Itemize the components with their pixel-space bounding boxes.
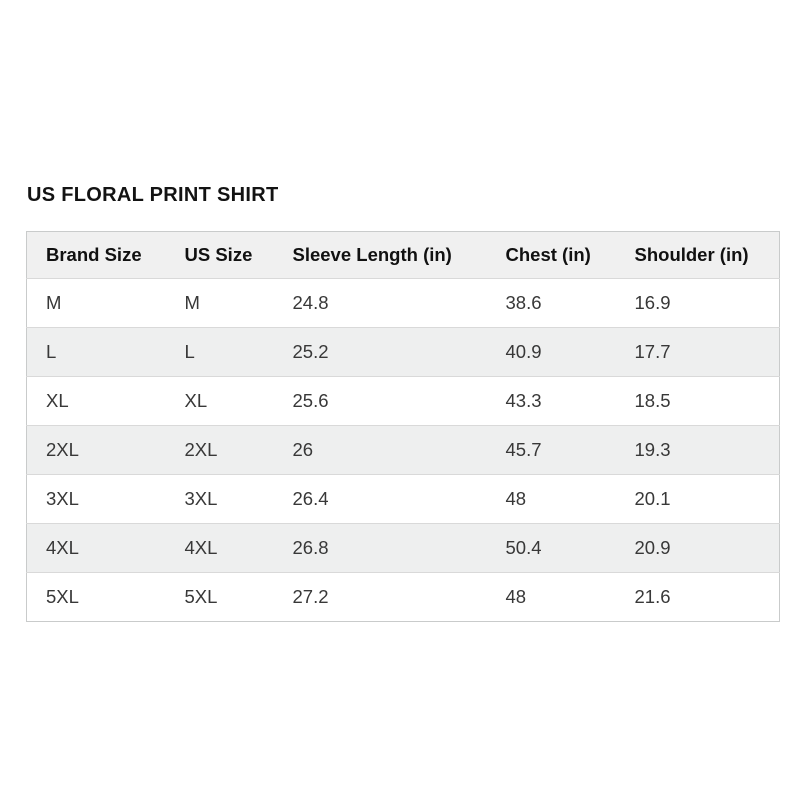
cell: 48 [487, 475, 616, 524]
cell: 3XL [27, 475, 166, 524]
cell: 2XL [27, 426, 166, 475]
cell: 5XL [46, 586, 79, 607]
cell: 20.1 [616, 475, 780, 524]
table-row-4xl [27, 524, 780, 573]
cell: 27.2 [292, 586, 329, 607]
table-row-2xl [27, 426, 780, 475]
cell: 19.3 [616, 426, 780, 475]
header-row [27, 232, 780, 279]
column-header-4: Chest (in) [487, 232, 616, 279]
cell: 26 [274, 426, 487, 475]
page-title: US FLORAL PRINT SHIRT [27, 184, 279, 206]
cell: 5XL [184, 586, 218, 607]
size-chart-header [27, 232, 780, 279]
cell: 40.9 [487, 328, 616, 377]
size-chart-body [27, 279, 780, 622]
cell: 16.9 [616, 279, 780, 328]
cell: 18.5 [616, 377, 780, 426]
cell: M [166, 279, 274, 328]
column-header-1: Brand Size [27, 232, 166, 279]
cell: M [27, 279, 166, 328]
cell: 26.8 [274, 524, 487, 573]
cell: 2XL [166, 426, 274, 475]
cell: 48 [505, 586, 527, 607]
table-row-l [27, 328, 780, 377]
cell: 38.6 [487, 279, 616, 328]
cell: 25.2 [274, 328, 487, 377]
table-row-5xl [27, 573, 780, 622]
cell: 20.9 [616, 524, 780, 573]
cell: 4XL [27, 524, 166, 573]
column-header-5: Shoulder (in) [616, 232, 780, 279]
table-row-3xl [27, 475, 780, 524]
cell: L [27, 328, 166, 377]
cell: L [166, 328, 274, 377]
column-header-3: Sleeve Length (in) [274, 232, 487, 279]
cell: 50.4 [487, 524, 616, 573]
cell: 43.3 [487, 377, 616, 426]
cell: 25.6 [274, 377, 487, 426]
table-row-xl [27, 377, 780, 426]
cell: 45.7 [487, 426, 616, 475]
size-chart-table [26, 231, 780, 622]
cell: 24.8 [274, 279, 487, 328]
table-row-m [27, 279, 780, 328]
cell: 3XL [166, 475, 274, 524]
cell: 4XL [166, 524, 274, 573]
cell: 26.4 [274, 475, 487, 524]
cell: XL [27, 377, 166, 426]
cell: 21.6 [634, 586, 671, 607]
cell: XL [166, 377, 274, 426]
cell: 17.7 [616, 328, 780, 377]
column-header-2: US Size [166, 232, 274, 279]
